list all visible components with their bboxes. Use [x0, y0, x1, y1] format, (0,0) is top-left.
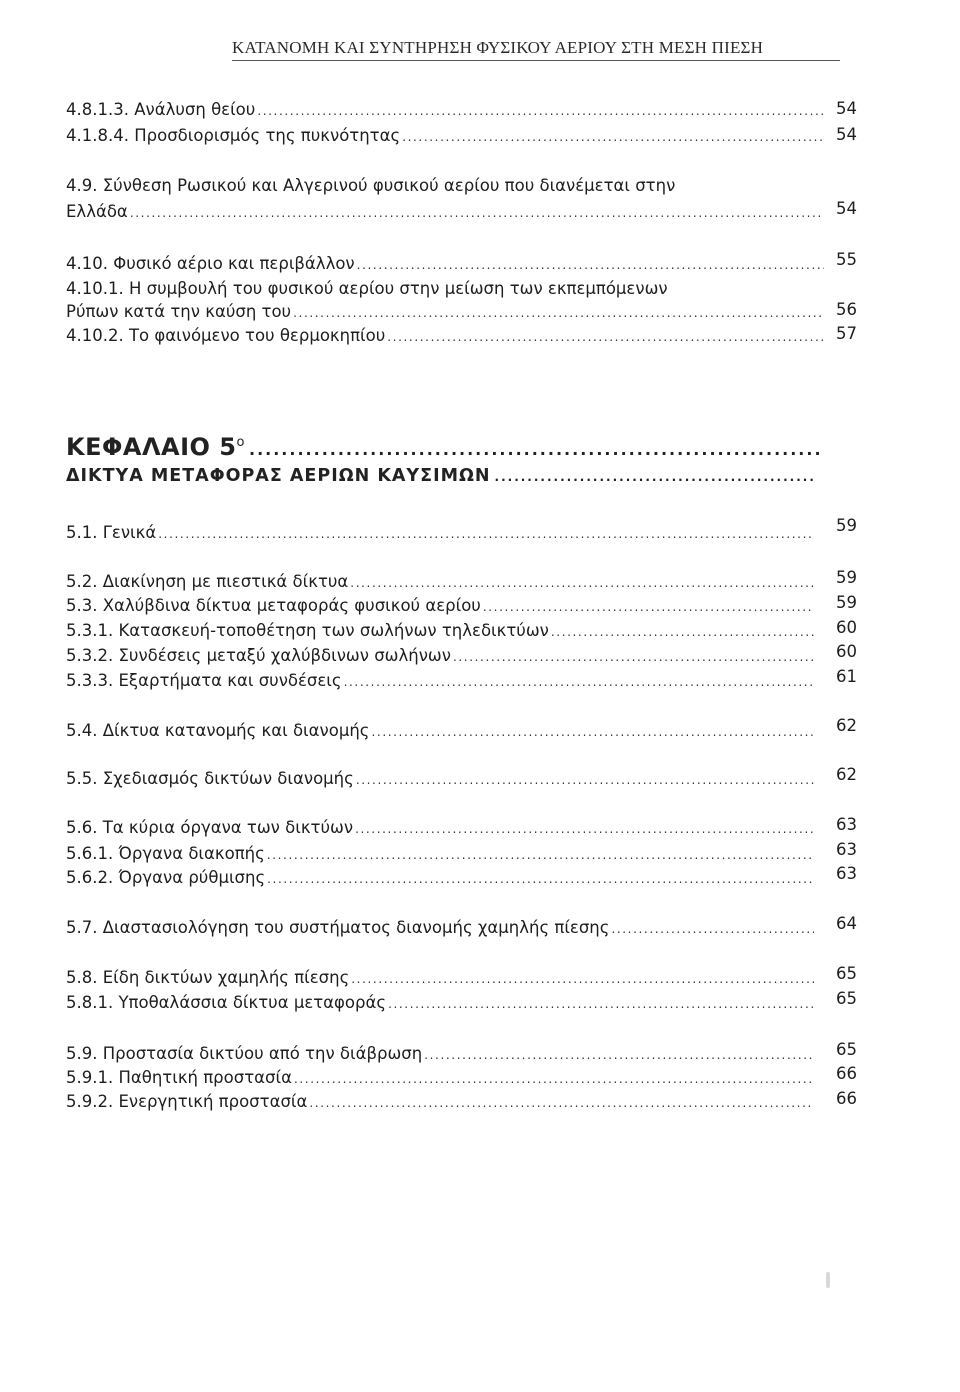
- toc-entry-5-6: [66, 816, 816, 840]
- toc-entry-page: 59: [836, 568, 857, 587]
- toc-entry-page: 57: [836, 324, 857, 343]
- leader-dots: [483, 595, 814, 619]
- leader-dots: [357, 253, 824, 277]
- toc-entry-label: 5.1. Γενικά: [66, 523, 157, 542]
- leader-dots: [158, 522, 814, 546]
- leader-dots: [371, 720, 814, 744]
- toc-entry-label: 4.10.2. Το φαινόμενο του θερμοκηπίου: [66, 326, 386, 345]
- leader-dots: [424, 1043, 814, 1067]
- toc-entry-page: 59: [836, 593, 857, 612]
- leader-dots: [267, 843, 814, 867]
- leader-dots: [611, 917, 814, 941]
- toc-entry-label: 5.5. Σχεδιασμός δικτύων διανομής: [66, 769, 354, 788]
- toc-entry-label: 5.3.1. Κατασκευή-τοποθέτηση των σωλήνων τηλεδικτύων: [66, 621, 549, 640]
- toc-entry-5-9: [66, 1042, 816, 1066]
- toc-entry-4-10-2: [66, 324, 826, 348]
- toc-entry-5-9-1: [66, 1066, 816, 1090]
- toc-entry-page: 63: [836, 840, 857, 859]
- chapter-title-sup: ο: [236, 435, 245, 450]
- toc-entry-label: 5.2. Διακίνηση με πιεστικά δίκτυα: [66, 572, 349, 591]
- toc-entry-label: 5.3.3. Εξαρτήματα και συνδέσεις: [66, 671, 342, 690]
- toc-entry-label: 5.7. Διαστασιολόγηση του συστήματος διανομής χαμηλής πίεσης: [66, 918, 610, 937]
- toc-entry-label: 5.6.2. Όργανα ρύθμισης: [66, 868, 266, 887]
- toc-entry-label: 5.3. Χαλύβδινα δίκτυα μεταφοράς φυσικού αερίου: [66, 596, 481, 615]
- toc-entry-page: 62: [836, 716, 857, 735]
- toc-entry-label: 5.4. Δίκτυα κατανομής και διανομής: [66, 721, 370, 740]
- leader-dots: [249, 435, 822, 465]
- toc-entry-page: 60: [836, 642, 857, 661]
- leader-dots: [294, 1067, 814, 1091]
- leader-dots: [495, 465, 816, 489]
- toc-entry-label: 5.3.2. Συνδέσεις μεταξύ χαλύβδινων σωλήνων: [66, 646, 451, 665]
- toc-entry-5-5: [66, 767, 816, 791]
- toc-entry-label: 4.8.1.3. Ανάλυση θείου: [66, 100, 256, 119]
- scan-mark: [826, 1272, 830, 1288]
- leader-dots: [356, 768, 814, 792]
- toc-entry-5-7: [66, 916, 816, 940]
- toc-entry-5-8-1: [66, 991, 816, 1015]
- toc-entry-label: 5.8.1. Υποθαλάσσια δίκτυα μεταφοράς: [66, 993, 387, 1012]
- chapter-title: [66, 428, 822, 465]
- toc-entry-5-1: [66, 521, 816, 545]
- toc-entry-label: 5.6. Τα κύρια όργανα των δικτύων: [66, 818, 354, 837]
- toc-entry-page: 65: [836, 1040, 857, 1059]
- toc-entry-page: 62: [836, 765, 857, 784]
- toc-entry-page: 55: [836, 250, 857, 269]
- toc-entry-5-3: [66, 594, 816, 618]
- toc-entry-label: 4.10. Φυσικό αέριο και περιβάλλον: [66, 254, 355, 273]
- toc-entry-page: 64: [836, 914, 857, 933]
- leader-dots: [551, 620, 814, 644]
- toc-entry-label: Ελλάδα: [66, 202, 128, 221]
- toc-entry-label: 4.1.8.4. Προσδιορισμός της πυκνότητας: [66, 126, 401, 145]
- toc-entry-page: 63: [836, 864, 857, 883]
- toc-entry-5-3-2: [66, 644, 816, 668]
- toc-entry-page: 65: [836, 989, 857, 1008]
- toc-entry-5-6-1: [66, 842, 816, 866]
- toc-entry-page: 56: [836, 300, 857, 319]
- leader-dots: [293, 301, 824, 325]
- toc-entry-page: 66: [836, 1089, 857, 1108]
- toc-entry-label: Ρύπων κατά την καύση του: [66, 302, 292, 321]
- leader-dots: [350, 571, 814, 595]
- toc-entry-label: 4.10.1. Η συμβουλή του φυσικού αερίου στην μείωση των εκπεμπόμενων: [66, 279, 668, 298]
- toc-entry-5-3-1: [66, 619, 816, 643]
- toc-entry-5-4: [66, 719, 816, 743]
- toc-entry-page: 54: [836, 199, 857, 218]
- toc-entry-label: 5.9.2. Ενεργητική προστασία: [66, 1092, 308, 1111]
- running-header: ΚΑΤΑΝΟΜΗ ΚΑΙ ΣΥΝΤΗΡΗΣΗ ΦΥΣΙΚΟΥ ΑΕΡΙΟΥ ΣΤΗ ΜΕΣΗ ΠΙΕΣΗ: [232, 38, 840, 61]
- leader-dots: [344, 670, 814, 694]
- toc-entry-label: 5.8. Είδη δικτύων χαμηλής πίεσης: [66, 968, 350, 987]
- toc-entry-4-10-1-cont: [66, 300, 826, 324]
- toc-entry-page: 66: [836, 1064, 857, 1083]
- leader-dots: [387, 325, 824, 349]
- leader-dots: [388, 992, 814, 1016]
- leader-dots: [355, 817, 814, 841]
- toc-entry-page: 65: [836, 964, 857, 983]
- toc-entry-4-8-1-3: [66, 98, 826, 122]
- toc-entry-page: 61: [836, 667, 857, 686]
- toc-entry-5-2: [66, 570, 816, 594]
- chapter-title-text: ΚΕΦΑΛΑΙΟ 5: [66, 433, 237, 461]
- toc-entry-label: 5.9.1. Παθητική προστασία: [66, 1068, 292, 1087]
- toc-entry-label: 4.9. Σύνθεση Ρωσικού και Αλγερινού φυσικού αερίου που διανέμεται στην: [66, 176, 676, 195]
- leader-dots: [130, 201, 824, 225]
- chapter-subtitle: [66, 464, 816, 489]
- toc-entry-page: 54: [836, 125, 857, 144]
- leader-dots: [257, 99, 824, 123]
- toc-entry-4-10: [66, 252, 826, 276]
- leader-dots: [402, 125, 824, 149]
- toc-entry-4-9: [66, 174, 826, 198]
- toc-entry-4-9-cont: [66, 200, 826, 224]
- toc-entry-page: 60: [836, 618, 857, 637]
- toc-entry-5-8: [66, 966, 816, 990]
- toc-entry-4-1-8-4: [66, 124, 826, 148]
- leader-dots: [309, 1091, 814, 1115]
- toc-entry-5-9-2: [66, 1090, 816, 1114]
- toc-entry-label: 5.9. Προστασία δικτύου από την διάβρωση: [66, 1044, 423, 1063]
- toc-entry-4-10-1: [66, 277, 826, 301]
- leader-dots: [267, 867, 814, 891]
- toc-entry-5-3-3: [66, 669, 816, 693]
- leader-dots: [453, 645, 814, 669]
- toc-entry-page: 63: [836, 815, 857, 834]
- toc-entry-label: 5.6.1. Όργανα διακοπής: [66, 844, 265, 863]
- chapter-subtitle-text: ΔΙΚΤΥΑ ΜΕΤΑΦΟΡΑΣ ΑΕΡΙΩΝ ΚΑΥΣΙΜΩΝ: [66, 466, 491, 486]
- toc-entry-page: 59: [836, 516, 857, 535]
- leader-dots: [351, 967, 814, 991]
- toc-entry-page: 54: [836, 99, 857, 118]
- toc-entry-5-6-2: [66, 866, 816, 890]
